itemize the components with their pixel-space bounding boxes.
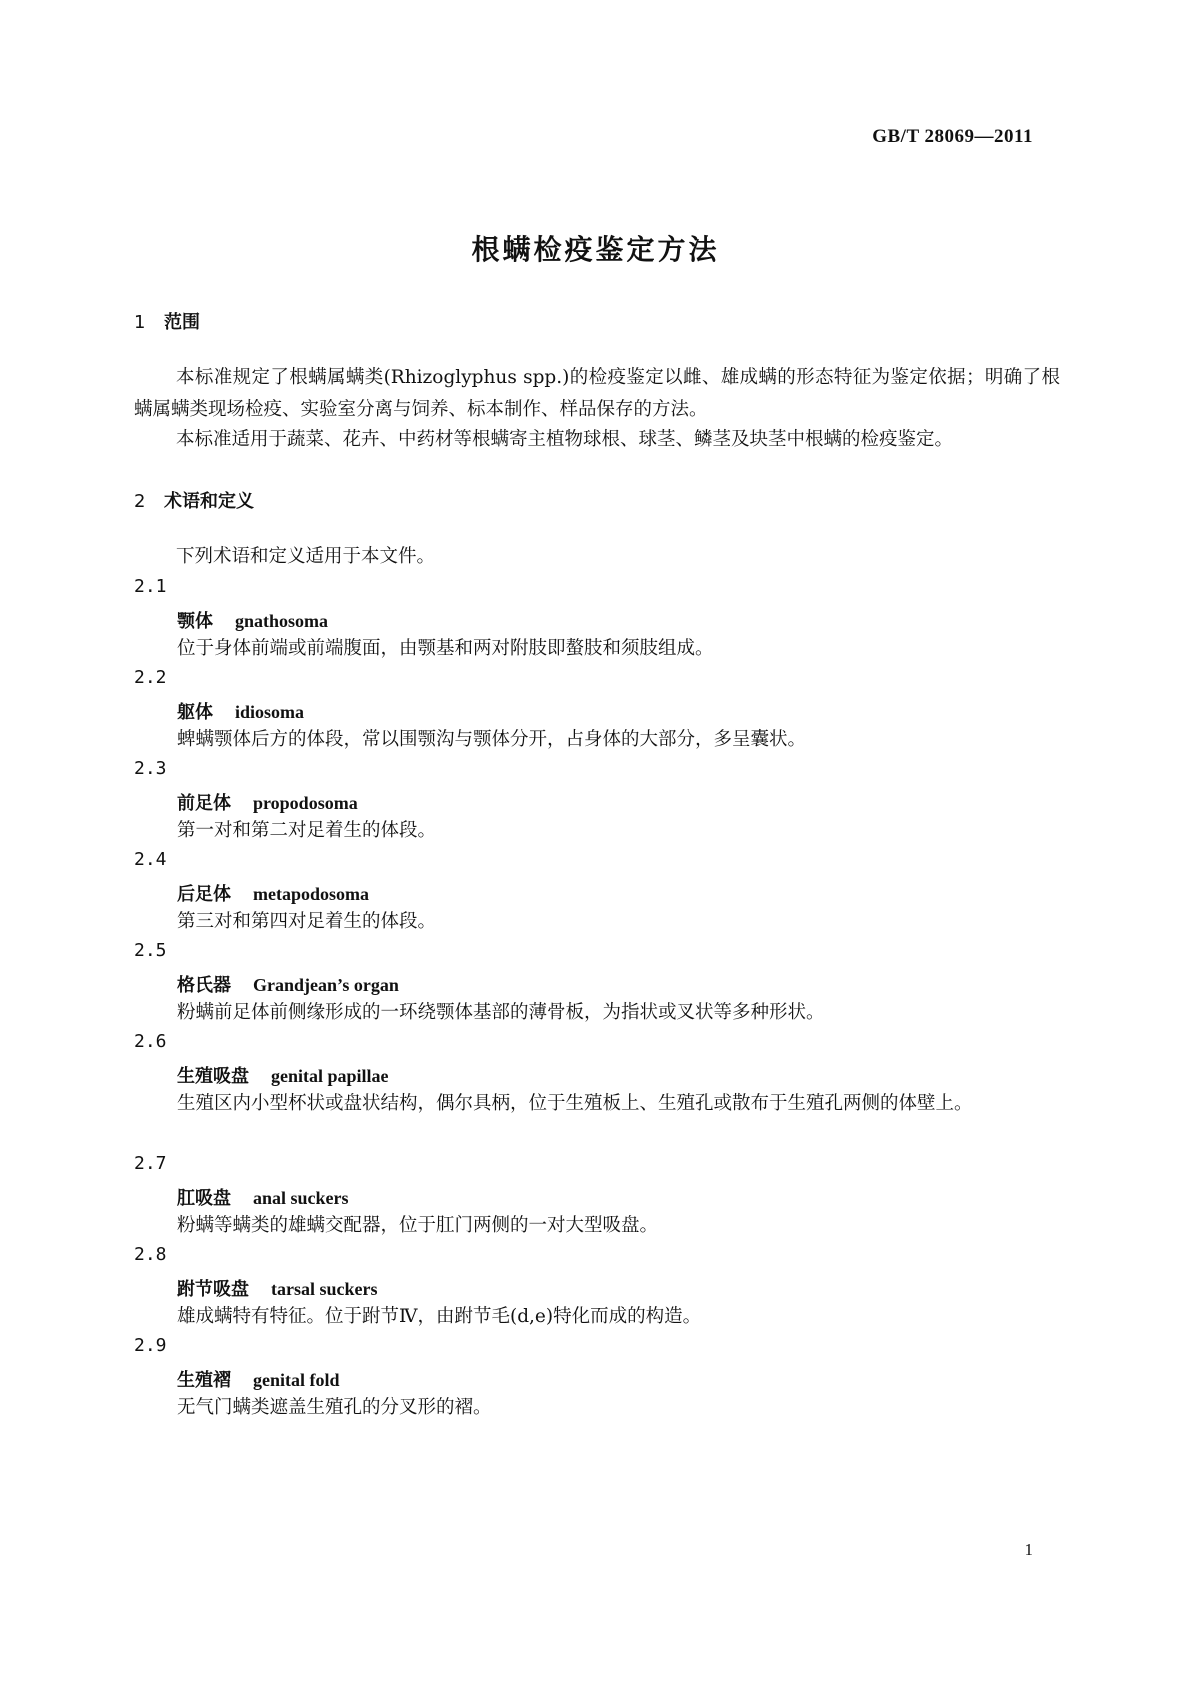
scope-paragraph-1: 本标准规定了根螨属螨类(Rhizoglyphus spp.)的检疫鉴定以雌、雄成螨的形态特征为鉴定依据；明确了根螨属螨类现场检疫、实验室分离与饲养、标本制作、样品保存的方法。 [134,367,1060,420]
term-number: 2.8 [134,1244,167,1265]
term-definition: 生殖区内小型杯状或盘状结构，偶尔具柄，位于生殖板上、生殖孔或散布于生殖孔两侧的体壁上。 [177,1093,973,1114]
term-zh: 肛吸盘 [177,1188,231,1209]
term-definition: 无气门螨类遮盖生殖孔的分叉形的褶。 [177,1397,492,1418]
term-en: genital papillae [271,1066,389,1086]
term-definition: 粉螨前足体前侧缘形成的一环绕颚体基部的薄骨板，为指状或叉状等多种形状。 [177,1002,825,1023]
term-number: 2.9 [134,1335,167,1356]
term-number: 2.7 [134,1153,167,1174]
term-zh: 后足体 [177,884,231,905]
term-en: idiosoma [235,702,305,722]
term-definition: 第三对和第四对足着生的体段。 [177,911,437,932]
section-2-heading [134,487,254,513]
standard-code: GB/T 28069—2011 [872,126,1033,147]
section-title: 术语和定义 [164,491,254,512]
term-zh: 跗节吸盘 [177,1279,249,1300]
term-name [177,1062,389,1088]
term-en: Grandjean’s organ [253,975,399,995]
term-en: propodosoma [253,793,358,813]
term-number: 2.6 [134,1031,167,1052]
term-number: 2.3 [134,758,167,779]
term-definition: 蜱螨颚体后方的体段，常以围颚沟与颚体分开，占身体的大部分，多呈囊状。 [177,729,807,750]
term-en: gnathosoma [235,611,329,631]
document-title: 根螨检疫鉴定方法 [471,233,720,266]
term-definition: 雄成螨特有特征。位于跗节Ⅳ，由跗节毛(d,e)特化而成的构造。 [177,1306,702,1327]
section-number: 1 [134,312,146,333]
term-definition: 位于身体前端或前端腹面，由颚基和两对附肢即螯肢和须肢组成。 [177,638,714,659]
term-name [177,607,328,633]
term-en: tarsal suckers [271,1279,378,1299]
term-zh: 躯体 [177,702,213,723]
term-en: anal suckers [253,1188,349,1208]
term-zh: 前足体 [177,793,231,814]
term-zh: 生殖褶 [177,1370,231,1391]
term-definition: 第一对和第二对足着生的体段。 [177,820,437,841]
term-name [177,789,358,815]
term-name [177,1184,349,1210]
term-zh: 生殖吸盘 [177,1066,249,1087]
term-zh: 格氏器 [177,975,231,996]
term-en: metapodosoma [253,884,369,904]
term-name [177,1275,378,1301]
section-title: 范围 [164,312,200,333]
term-en: genital fold [253,1370,340,1390]
term-name [177,1366,340,1392]
terms-intro: 下列术语和定义适用于本文件。 [176,546,436,567]
page-number: 1 [1024,1540,1033,1559]
term-name [177,880,369,906]
term-name [177,698,304,724]
term-zh: 颚体 [177,611,213,632]
term-number: 2.1 [134,576,167,597]
term-definition: 粉螨等螨类的雄螨交配器，位于肛门两侧的一对大型吸盘。 [177,1215,659,1236]
term-number: 2.5 [134,940,167,961]
term-number: 2.4 [134,849,167,870]
term-number: 2.2 [134,667,167,688]
scope-paragraph-2: 本标准适用于蔬菜、花卉、中药材等根螨寄主植物球根、球茎、鳞茎及块茎中根螨的检疫鉴定。 [176,429,954,450]
term-name [177,971,399,997]
section-number: 2 [134,491,146,512]
section-1-heading [134,308,200,334]
